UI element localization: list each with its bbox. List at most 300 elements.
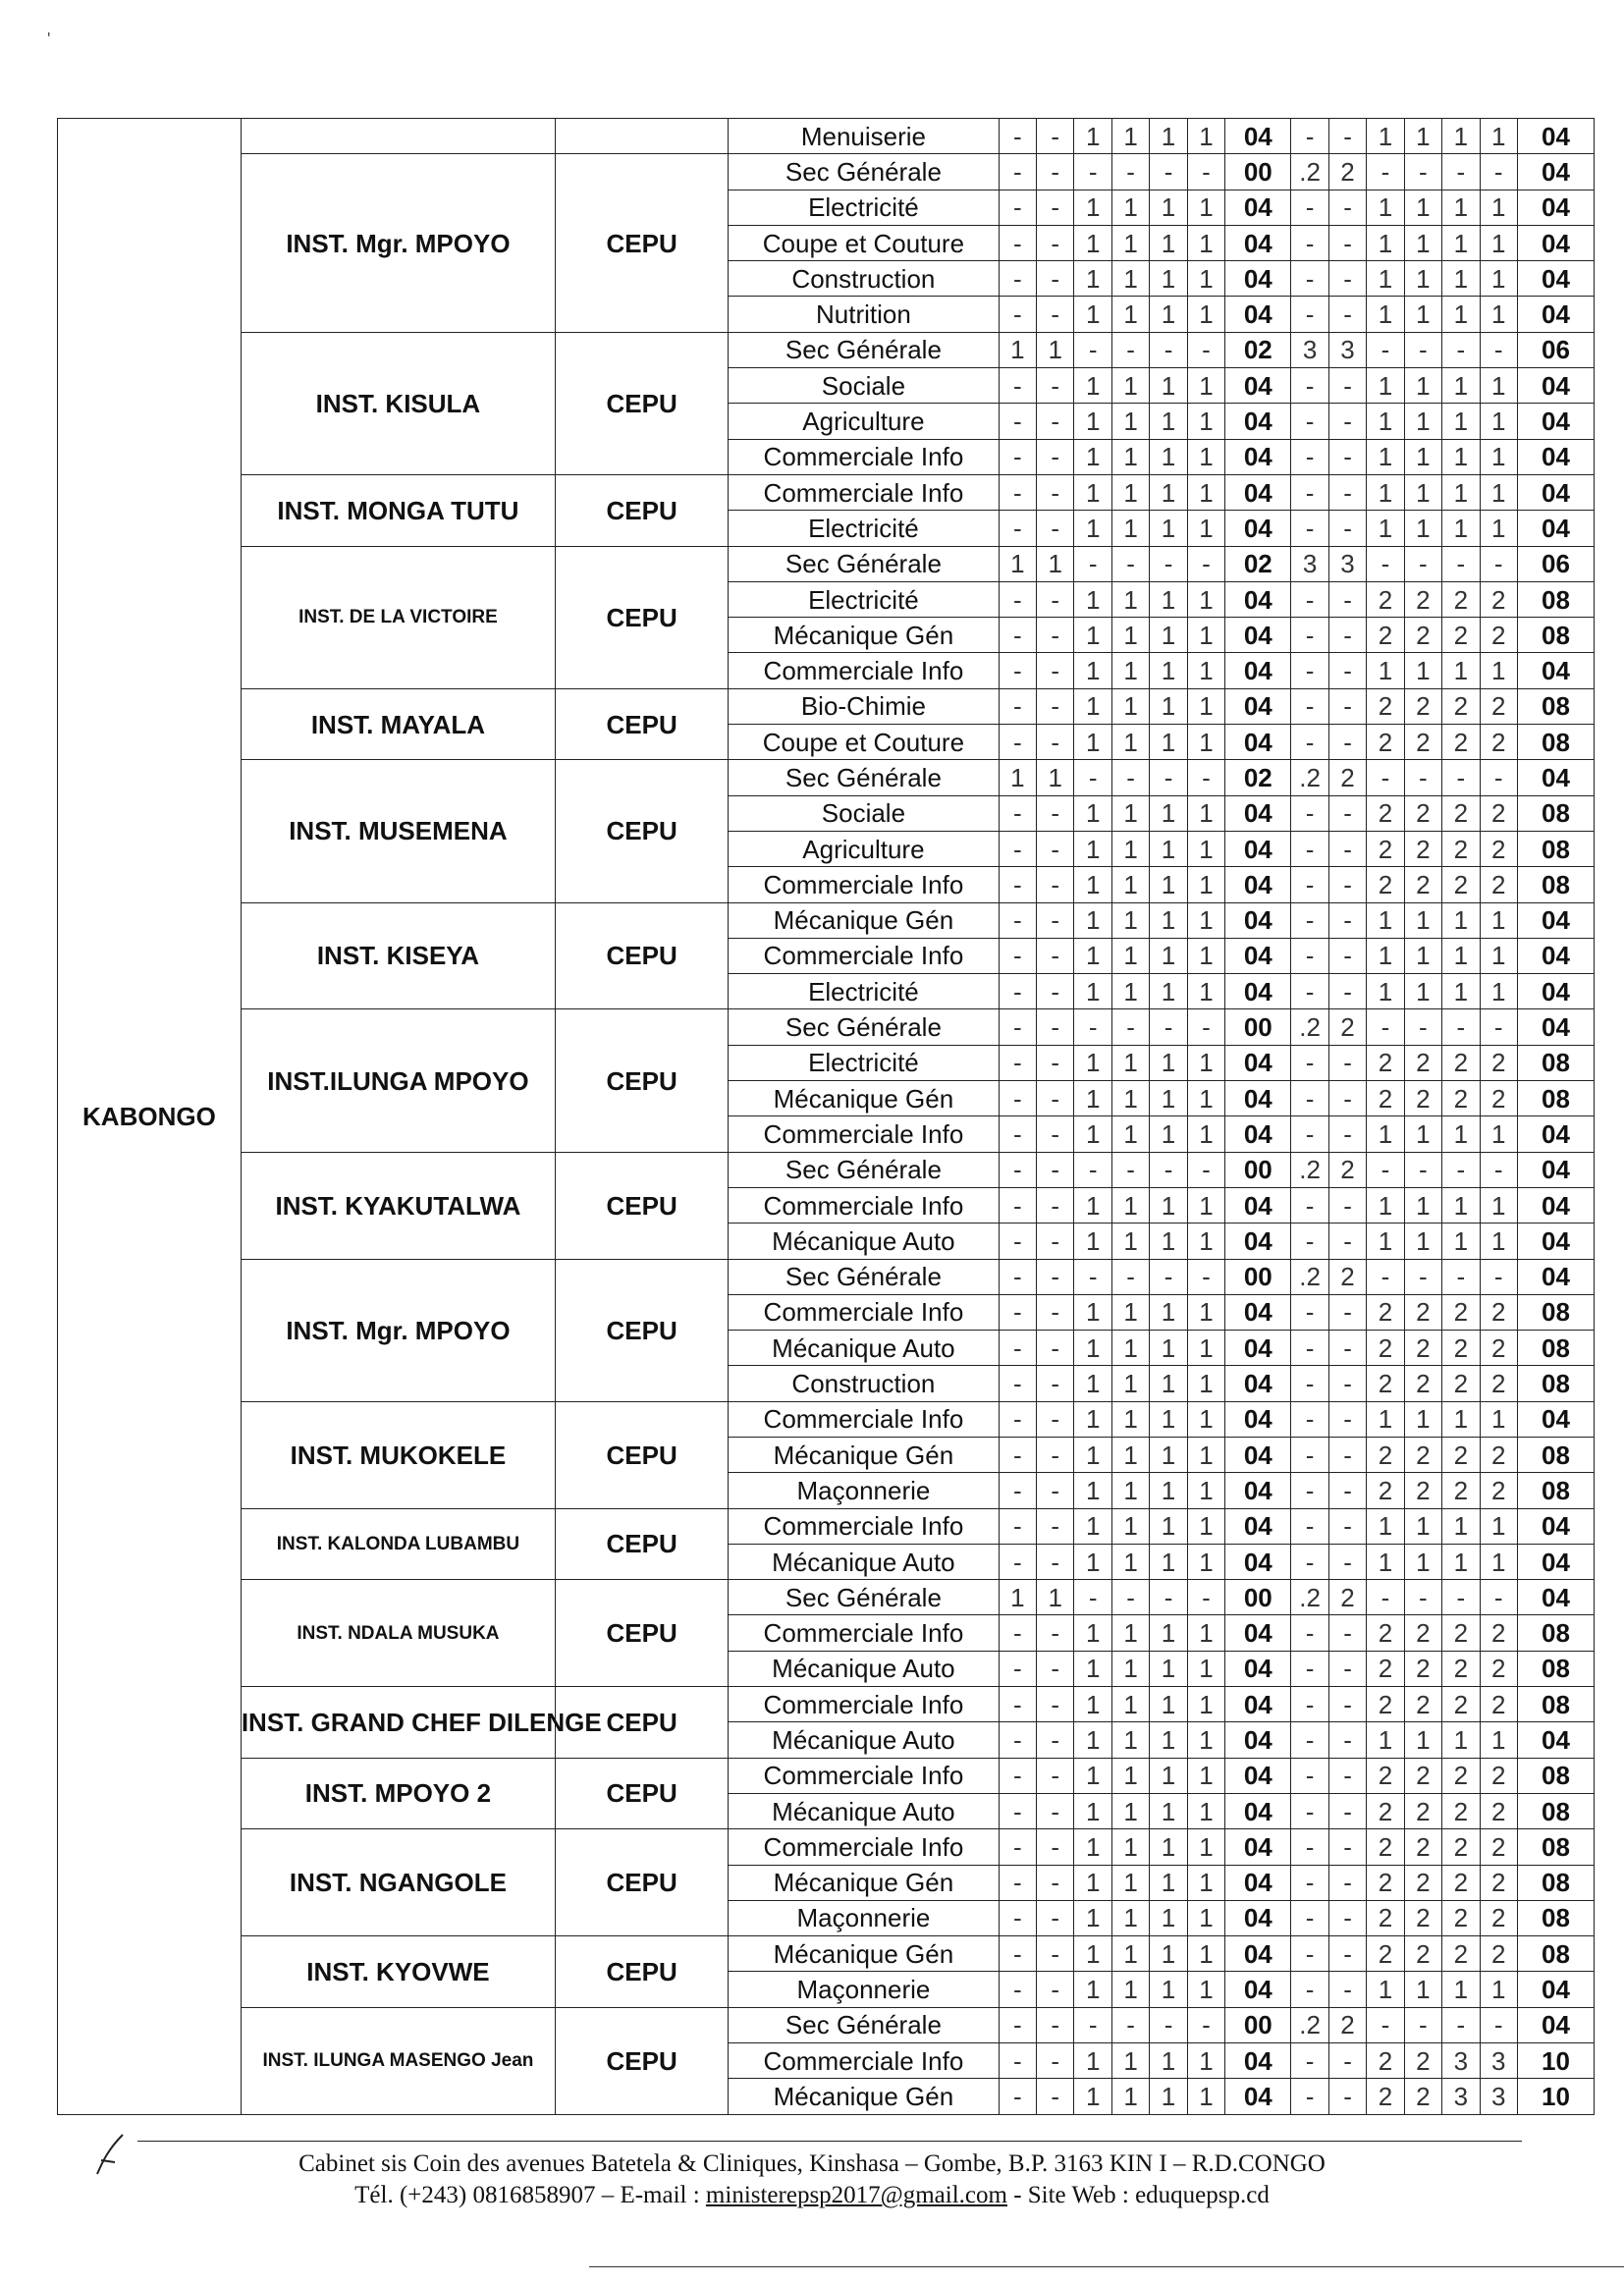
value-cell: 1 bbox=[1442, 190, 1480, 225]
value-cell: - bbox=[1328, 795, 1366, 831]
value-cell: 1 bbox=[1480, 902, 1517, 938]
value-cell: - bbox=[999, 1972, 1036, 2007]
value-cell: - bbox=[999, 1900, 1036, 1935]
value-cell: 1 bbox=[1074, 1116, 1111, 1152]
value-cell: 1 bbox=[1404, 474, 1441, 510]
value-cell: - bbox=[1291, 1972, 1328, 2007]
value-cell: 2 bbox=[1480, 688, 1517, 724]
value-cell: 1 bbox=[999, 760, 1036, 795]
value-cell: - bbox=[999, 938, 1036, 973]
value-cell: 1 bbox=[1150, 1366, 1187, 1401]
value-cell: 1 bbox=[1442, 119, 1480, 154]
value-cell: 2 bbox=[1442, 1366, 1480, 1401]
value-cell: 1 bbox=[1187, 1081, 1224, 1116]
value-cell: 1 bbox=[1111, 581, 1149, 617]
table-body bbox=[58, 119, 1595, 2115]
page-mark: ' bbox=[47, 29, 51, 49]
value-cell: 1 bbox=[1074, 1473, 1111, 1508]
value-cell: - bbox=[1328, 1473, 1366, 1508]
value-cell: 1 bbox=[1037, 546, 1074, 581]
footer-email[interactable]: ministerepsp2017@gmail.com bbox=[705, 2182, 1007, 2208]
value-cell: - bbox=[1328, 2043, 1366, 2079]
value-cell: 2 bbox=[1367, 1081, 1404, 1116]
table-row bbox=[58, 1580, 1595, 1615]
value-cell: - bbox=[1367, 154, 1404, 190]
value-cell: 2 bbox=[1404, 2079, 1441, 2114]
total-cell: 04 bbox=[1517, 1972, 1594, 2007]
value-cell: 1 bbox=[1187, 795, 1224, 831]
value-cell: - bbox=[999, 653, 1036, 688]
value-cell: - bbox=[999, 1009, 1036, 1045]
value-cell: - bbox=[1291, 297, 1328, 332]
value-cell: - bbox=[999, 439, 1036, 474]
value-cell: 2 bbox=[1328, 760, 1366, 795]
value-cell: - bbox=[999, 902, 1036, 938]
value-cell: - bbox=[1291, 653, 1328, 688]
option-name: Sec Générale bbox=[729, 2007, 999, 2042]
value-cell: 2 bbox=[1367, 581, 1404, 617]
value-cell: 2 bbox=[1480, 1900, 1517, 1935]
value-cell: - bbox=[1291, 1615, 1328, 1651]
table-row bbox=[58, 1508, 1595, 1544]
total-cell: 04 bbox=[1225, 1401, 1291, 1437]
school-type: CEPU bbox=[556, 1580, 729, 1687]
value-cell: - bbox=[1328, 1900, 1366, 1935]
value-cell: 2 bbox=[1367, 1437, 1404, 1472]
option-name: Commerciale Info bbox=[729, 1401, 999, 1437]
school-type: CEPU bbox=[556, 2007, 729, 2114]
total-cell: 08 bbox=[1517, 1829, 1594, 1865]
value-cell: 2 bbox=[1404, 618, 1441, 653]
option-name: Construction bbox=[729, 1366, 999, 1401]
value-cell: 2 bbox=[1404, 831, 1441, 866]
province-cell: KABONGO bbox=[58, 119, 242, 2115]
option-name: Commerciale Info bbox=[729, 1687, 999, 1722]
value-cell: 1 bbox=[1074, 1081, 1111, 1116]
value-cell: 2 bbox=[1480, 725, 1517, 760]
value-cell: - bbox=[999, 511, 1036, 546]
total-cell: 04 bbox=[1517, 1259, 1594, 1294]
value-cell: 1 bbox=[1404, 119, 1441, 154]
option-name: Mécanique Gén bbox=[729, 1081, 999, 1116]
value-cell: - bbox=[1480, 760, 1517, 795]
value-cell: 1 bbox=[1187, 1793, 1224, 1828]
value-cell: - bbox=[999, 2043, 1036, 2079]
value-cell: 1 bbox=[1187, 261, 1224, 297]
value-cell: 1 bbox=[1150, 225, 1187, 260]
option-name: Sec Générale bbox=[729, 1580, 999, 1615]
value-cell: 1 bbox=[1150, 653, 1187, 688]
value-cell: - bbox=[1037, 1401, 1074, 1437]
value-cell: - bbox=[1442, 332, 1480, 367]
value-cell: 1 bbox=[1404, 511, 1441, 546]
value-cell: 1 bbox=[1442, 902, 1480, 938]
value-cell: 2 bbox=[1367, 1793, 1404, 1828]
footer-rule bbox=[137, 2141, 1522, 2142]
option-name: Construction bbox=[729, 261, 999, 297]
value-cell: 1 bbox=[1150, 1508, 1187, 1544]
value-cell: 1 bbox=[1150, 1900, 1187, 1935]
value-cell: - bbox=[1328, 511, 1366, 546]
option-name: Sec Générale bbox=[729, 1152, 999, 1187]
value-cell: 1 bbox=[1404, 902, 1441, 938]
value-cell: - bbox=[1291, 1224, 1328, 1259]
value-cell: 1 bbox=[1480, 1224, 1517, 1259]
total-cell: 04 bbox=[1225, 368, 1291, 404]
value-cell: - bbox=[1150, 1152, 1187, 1187]
value-cell: - bbox=[1404, 154, 1441, 190]
value-cell: 1 bbox=[1442, 297, 1480, 332]
value-cell: 1 bbox=[1150, 1116, 1187, 1152]
value-cell: 1 bbox=[1187, 190, 1224, 225]
bottom-rule bbox=[589, 2266, 1624, 2267]
value-cell: - bbox=[1291, 439, 1328, 474]
school-name: INST. KISEYA bbox=[241, 902, 555, 1009]
value-cell: 1 bbox=[1074, 1972, 1111, 2007]
option-name: Commerciale Info bbox=[729, 867, 999, 902]
value-cell: 1 bbox=[1074, 404, 1111, 439]
value-cell: - bbox=[1291, 618, 1328, 653]
value-cell: 1 bbox=[1150, 1187, 1187, 1223]
option-name: Mécanique Gén bbox=[729, 1936, 999, 1972]
total-cell: 04 bbox=[1225, 2079, 1291, 2114]
option-name: Mécanique Auto bbox=[729, 1793, 999, 1828]
value-cell: - bbox=[1328, 297, 1366, 332]
value-cell: - bbox=[1328, 2079, 1366, 2114]
value-cell: 1 bbox=[1111, 974, 1149, 1009]
total-cell: 04 bbox=[1225, 2043, 1291, 2079]
value-cell: - bbox=[1037, 1722, 1074, 1758]
value-cell: 1 bbox=[1150, 439, 1187, 474]
value-cell: - bbox=[1291, 867, 1328, 902]
value-cell: 1 bbox=[1111, 368, 1149, 404]
option-name: Maçonnerie bbox=[729, 1900, 999, 1935]
option-name: Sec Générale bbox=[729, 760, 999, 795]
value-cell: 2 bbox=[1404, 1829, 1441, 1865]
value-cell: 1 bbox=[1111, 1544, 1149, 1579]
value-cell: - bbox=[999, 1687, 1036, 1722]
footer-address: Cabinet sis Coin des avenues Batetela & Cliniques, Kinshasa – Gombe, B.P. 3163 KIN I – R.D.CONGO bbox=[298, 2150, 1326, 2177]
value-cell: 2 bbox=[1367, 1758, 1404, 1793]
value-cell: 2 bbox=[1480, 1793, 1517, 1828]
value-cell: 2 bbox=[1480, 618, 1517, 653]
value-cell: 1 bbox=[1367, 225, 1404, 260]
value-cell: - bbox=[1291, 1829, 1328, 1865]
value-cell: 2 bbox=[1480, 1615, 1517, 1651]
value-cell: - bbox=[1291, 1437, 1328, 1472]
value-cell: 1 bbox=[1187, 439, 1224, 474]
value-cell: .2 bbox=[1291, 2007, 1328, 2042]
value-cell: 2 bbox=[1442, 1936, 1480, 1972]
value-cell: 1 bbox=[1111, 1936, 1149, 1972]
value-cell: 1 bbox=[1187, 1651, 1224, 1686]
value-cell: - bbox=[999, 831, 1036, 866]
value-cell: 1 bbox=[1187, 581, 1224, 617]
value-cell: 1 bbox=[1150, 1972, 1187, 2007]
table-row bbox=[58, 1758, 1595, 1793]
total-cell: 04 bbox=[1517, 261, 1594, 297]
value-cell: 1 bbox=[1074, 1687, 1111, 1722]
total-cell: 04 bbox=[1225, 1045, 1291, 1080]
value-cell: 1 bbox=[1150, 795, 1187, 831]
value-cell: - bbox=[1037, 974, 1074, 1009]
total-cell: 00 bbox=[1225, 2007, 1291, 2042]
value-cell: - bbox=[1037, 1331, 1074, 1366]
total-cell: 04 bbox=[1517, 1722, 1594, 1758]
value-cell: - bbox=[1291, 511, 1328, 546]
value-cell: - bbox=[1111, 1580, 1149, 1615]
value-cell: 2 bbox=[1480, 1331, 1517, 1366]
value-cell: - bbox=[999, 225, 1036, 260]
value-cell: 1 bbox=[1111, 1829, 1149, 1865]
value-cell: 1 bbox=[1480, 1722, 1517, 1758]
value-cell: 1 bbox=[1074, 795, 1111, 831]
value-cell: 2 bbox=[1480, 581, 1517, 617]
value-cell: 1 bbox=[1187, 1473, 1224, 1508]
total-cell: 04 bbox=[1517, 368, 1594, 404]
value-cell: 3 bbox=[1291, 332, 1328, 367]
value-cell: 1 bbox=[1111, 2079, 1149, 2114]
value-cell: - bbox=[1291, 119, 1328, 154]
value-cell: 1 bbox=[1111, 1900, 1149, 1935]
value-cell: 2 bbox=[1442, 725, 1480, 760]
total-cell: 04 bbox=[1225, 1722, 1291, 1758]
option-name: Sec Générale bbox=[729, 1259, 999, 1294]
value-cell: 2 bbox=[1367, 1651, 1404, 1686]
value-cell: 1 bbox=[1187, 618, 1224, 653]
value-cell: 1 bbox=[1367, 297, 1404, 332]
school-name: INST. MONGA TUTU bbox=[241, 474, 555, 546]
total-cell: 08 bbox=[1517, 1437, 1594, 1472]
value-cell: 1 bbox=[1111, 2043, 1149, 2079]
value-cell: 1 bbox=[1074, 261, 1111, 297]
value-cell: 3 bbox=[1442, 2079, 1480, 2114]
value-cell: - bbox=[1291, 2043, 1328, 2079]
value-cell: 1 bbox=[1150, 1081, 1187, 1116]
value-cell: 1 bbox=[1074, 1294, 1111, 1330]
value-cell: 2 bbox=[1404, 1758, 1441, 1793]
total-cell: 04 bbox=[1225, 1544, 1291, 1579]
value-cell: 1 bbox=[1150, 1294, 1187, 1330]
value-cell: 2 bbox=[1367, 2043, 1404, 2079]
value-cell: - bbox=[999, 1615, 1036, 1651]
value-cell: 1 bbox=[1111, 1722, 1149, 1758]
value-cell: - bbox=[1187, 760, 1224, 795]
value-cell: 1 bbox=[1074, 1936, 1111, 1972]
option-name: Commerciale Info bbox=[729, 653, 999, 688]
value-cell: - bbox=[1150, 546, 1187, 581]
value-cell: - bbox=[1150, 1580, 1187, 1615]
value-cell: 1 bbox=[1442, 368, 1480, 404]
option-name: Electricité bbox=[729, 511, 999, 546]
value-cell: - bbox=[1291, 1187, 1328, 1223]
value-cell: - bbox=[1037, 2079, 1074, 2114]
value-cell: 1 bbox=[1150, 368, 1187, 404]
value-cell: 1 bbox=[1074, 368, 1111, 404]
total-cell: 06 bbox=[1517, 546, 1594, 581]
value-cell: 1 bbox=[1187, 474, 1224, 510]
value-cell: - bbox=[1328, 1116, 1366, 1152]
value-cell: - bbox=[999, 1152, 1036, 1187]
value-cell: - bbox=[999, 1508, 1036, 1544]
value-cell: 1 bbox=[1074, 938, 1111, 973]
value-cell: 1 bbox=[1367, 368, 1404, 404]
value-cell: - bbox=[1291, 1936, 1328, 1972]
value-cell: - bbox=[999, 1651, 1036, 1686]
value-cell: 1 bbox=[1074, 511, 1111, 546]
value-cell: 1 bbox=[1111, 1187, 1149, 1223]
total-cell: 04 bbox=[1517, 1580, 1594, 1615]
value-cell: 1 bbox=[1187, 1187, 1224, 1223]
school-type: CEPU bbox=[556, 1687, 729, 1759]
value-cell: 1 bbox=[1187, 1116, 1224, 1152]
value-cell: 2 bbox=[1367, 1900, 1404, 1935]
option-name: Commerciale Info bbox=[729, 2043, 999, 2079]
value-cell: - bbox=[1442, 2007, 1480, 2042]
value-cell: - bbox=[1291, 1508, 1328, 1544]
school-type: CEPU bbox=[556, 1009, 729, 1152]
value-cell: - bbox=[1037, 1116, 1074, 1152]
value-cell: - bbox=[1291, 261, 1328, 297]
school-name: INST. MUSEMENA bbox=[241, 760, 555, 902]
value-cell: 1 bbox=[1074, 190, 1111, 225]
value-cell: - bbox=[999, 1224, 1036, 1259]
value-cell: - bbox=[1187, 1259, 1224, 1294]
option-name: Sociale bbox=[729, 795, 999, 831]
value-cell: 1 bbox=[1367, 190, 1404, 225]
value-cell: 2 bbox=[1480, 1473, 1517, 1508]
value-cell: 1 bbox=[1442, 439, 1480, 474]
value-cell: 1 bbox=[1367, 404, 1404, 439]
school-type: CEPU bbox=[556, 1829, 729, 1936]
total-cell: 04 bbox=[1225, 474, 1291, 510]
option-name: Bio-Chimie bbox=[729, 688, 999, 724]
value-cell: - bbox=[1111, 154, 1149, 190]
value-cell: 2 bbox=[1442, 1865, 1480, 1900]
total-cell: 04 bbox=[1225, 511, 1291, 546]
value-cell: - bbox=[999, 1259, 1036, 1294]
school-name: INST.ILUNGA MPOYO bbox=[241, 1009, 555, 1152]
value-cell: - bbox=[1480, 1580, 1517, 1615]
value-cell: 2 bbox=[1404, 1615, 1441, 1651]
value-cell: 1 bbox=[1111, 119, 1149, 154]
value-cell: - bbox=[999, 2007, 1036, 2042]
value-cell: 1 bbox=[1404, 404, 1441, 439]
value-cell: - bbox=[999, 1473, 1036, 1508]
value-cell: 1 bbox=[1150, 1224, 1187, 1259]
value-cell: 1 bbox=[1480, 439, 1517, 474]
value-cell: 1 bbox=[1404, 225, 1441, 260]
option-name: Mécanique Auto bbox=[729, 1224, 999, 1259]
total-cell: 08 bbox=[1517, 581, 1594, 617]
value-cell: 1 bbox=[1111, 1758, 1149, 1793]
value-cell: 1 bbox=[1150, 1687, 1187, 1722]
school-type: CEPU bbox=[556, 1401, 729, 1508]
value-cell: 1 bbox=[1150, 1936, 1187, 1972]
value-cell: 1 bbox=[1074, 1865, 1111, 1900]
total-cell: 08 bbox=[1517, 795, 1594, 831]
value-cell: 1 bbox=[999, 332, 1036, 367]
value-cell: - bbox=[1404, 332, 1441, 367]
value-cell: 1 bbox=[1480, 261, 1517, 297]
value-cell: - bbox=[999, 1758, 1036, 1793]
value-cell: 1 bbox=[1187, 1722, 1224, 1758]
value-cell: - bbox=[1328, 119, 1366, 154]
value-cell: 2 bbox=[1442, 1758, 1480, 1793]
value-cell: 1 bbox=[1442, 653, 1480, 688]
total-cell: 04 bbox=[1517, 2007, 1594, 2042]
value-cell: 1 bbox=[1111, 511, 1149, 546]
total-cell: 04 bbox=[1225, 938, 1291, 973]
value-cell: 2 bbox=[1404, 1936, 1441, 1972]
value-cell: 1 bbox=[1074, 1758, 1111, 1793]
school-name: INST. Mgr. MPOYO bbox=[241, 154, 555, 332]
value-cell: 2 bbox=[1442, 1045, 1480, 1080]
value-cell: - bbox=[1037, 1972, 1074, 2007]
option-name: Menuiserie bbox=[729, 119, 999, 154]
total-cell: 04 bbox=[1517, 760, 1594, 795]
value-cell: - bbox=[1367, 1009, 1404, 1045]
value-cell: 1 bbox=[1150, 938, 1187, 973]
value-cell: - bbox=[1328, 439, 1366, 474]
value-cell: 1 bbox=[1074, 1651, 1111, 1686]
value-cell: 1 bbox=[1187, 511, 1224, 546]
value-cell: - bbox=[1328, 974, 1366, 1009]
table-row bbox=[58, 474, 1595, 510]
value-cell: - bbox=[1037, 1615, 1074, 1651]
value-cell: 1 bbox=[1480, 653, 1517, 688]
value-cell: 1 bbox=[1074, 1437, 1111, 1472]
value-cell: - bbox=[1328, 831, 1366, 866]
value-cell: 1 bbox=[1074, 974, 1111, 1009]
value-cell: 1 bbox=[1442, 1722, 1480, 1758]
value-cell: 1 bbox=[1480, 297, 1517, 332]
value-cell: 1 bbox=[1111, 1294, 1149, 1330]
option-name: Commerciale Info bbox=[729, 1615, 999, 1651]
value-cell: - bbox=[1442, 1152, 1480, 1187]
option-name: Commerciale Info bbox=[729, 1508, 999, 1544]
footer-website: - Site Web : eduquepsp.cd bbox=[1006, 2182, 1270, 2208]
value-cell: 1 bbox=[1442, 974, 1480, 1009]
value-cell: 1 bbox=[1442, 404, 1480, 439]
total-cell: 04 bbox=[1225, 795, 1291, 831]
total-cell: 04 bbox=[1225, 1793, 1291, 1828]
value-cell: - bbox=[1291, 1758, 1328, 1793]
value-cell: - bbox=[1291, 831, 1328, 866]
value-cell: - bbox=[1187, 1580, 1224, 1615]
school-type: CEPU bbox=[556, 332, 729, 474]
value-cell: 1 bbox=[1111, 1224, 1149, 1259]
value-cell: 1 bbox=[1111, 1437, 1149, 1472]
value-cell: 1 bbox=[1150, 902, 1187, 938]
value-cell: 1 bbox=[1074, 1900, 1111, 1935]
value-cell: 1 bbox=[1111, 867, 1149, 902]
value-cell: 1 bbox=[1111, 938, 1149, 973]
value-cell: 1 bbox=[1074, 725, 1111, 760]
value-cell: 2 bbox=[1442, 1687, 1480, 1722]
value-cell: 1 bbox=[1037, 332, 1074, 367]
value-cell: 1 bbox=[1111, 1793, 1149, 1828]
value-cell: - bbox=[1150, 1009, 1187, 1045]
value-cell: - bbox=[1037, 368, 1074, 404]
school-name: INST. DE LA VICTOIRE bbox=[241, 546, 555, 688]
value-cell: 1 bbox=[1150, 1793, 1187, 1828]
total-cell: 04 bbox=[1225, 1081, 1291, 1116]
value-cell: 1 bbox=[1480, 1401, 1517, 1437]
total-cell: 04 bbox=[1517, 1116, 1594, 1152]
total-cell: 04 bbox=[1225, 1331, 1291, 1366]
total-cell: 04 bbox=[1225, 1224, 1291, 1259]
